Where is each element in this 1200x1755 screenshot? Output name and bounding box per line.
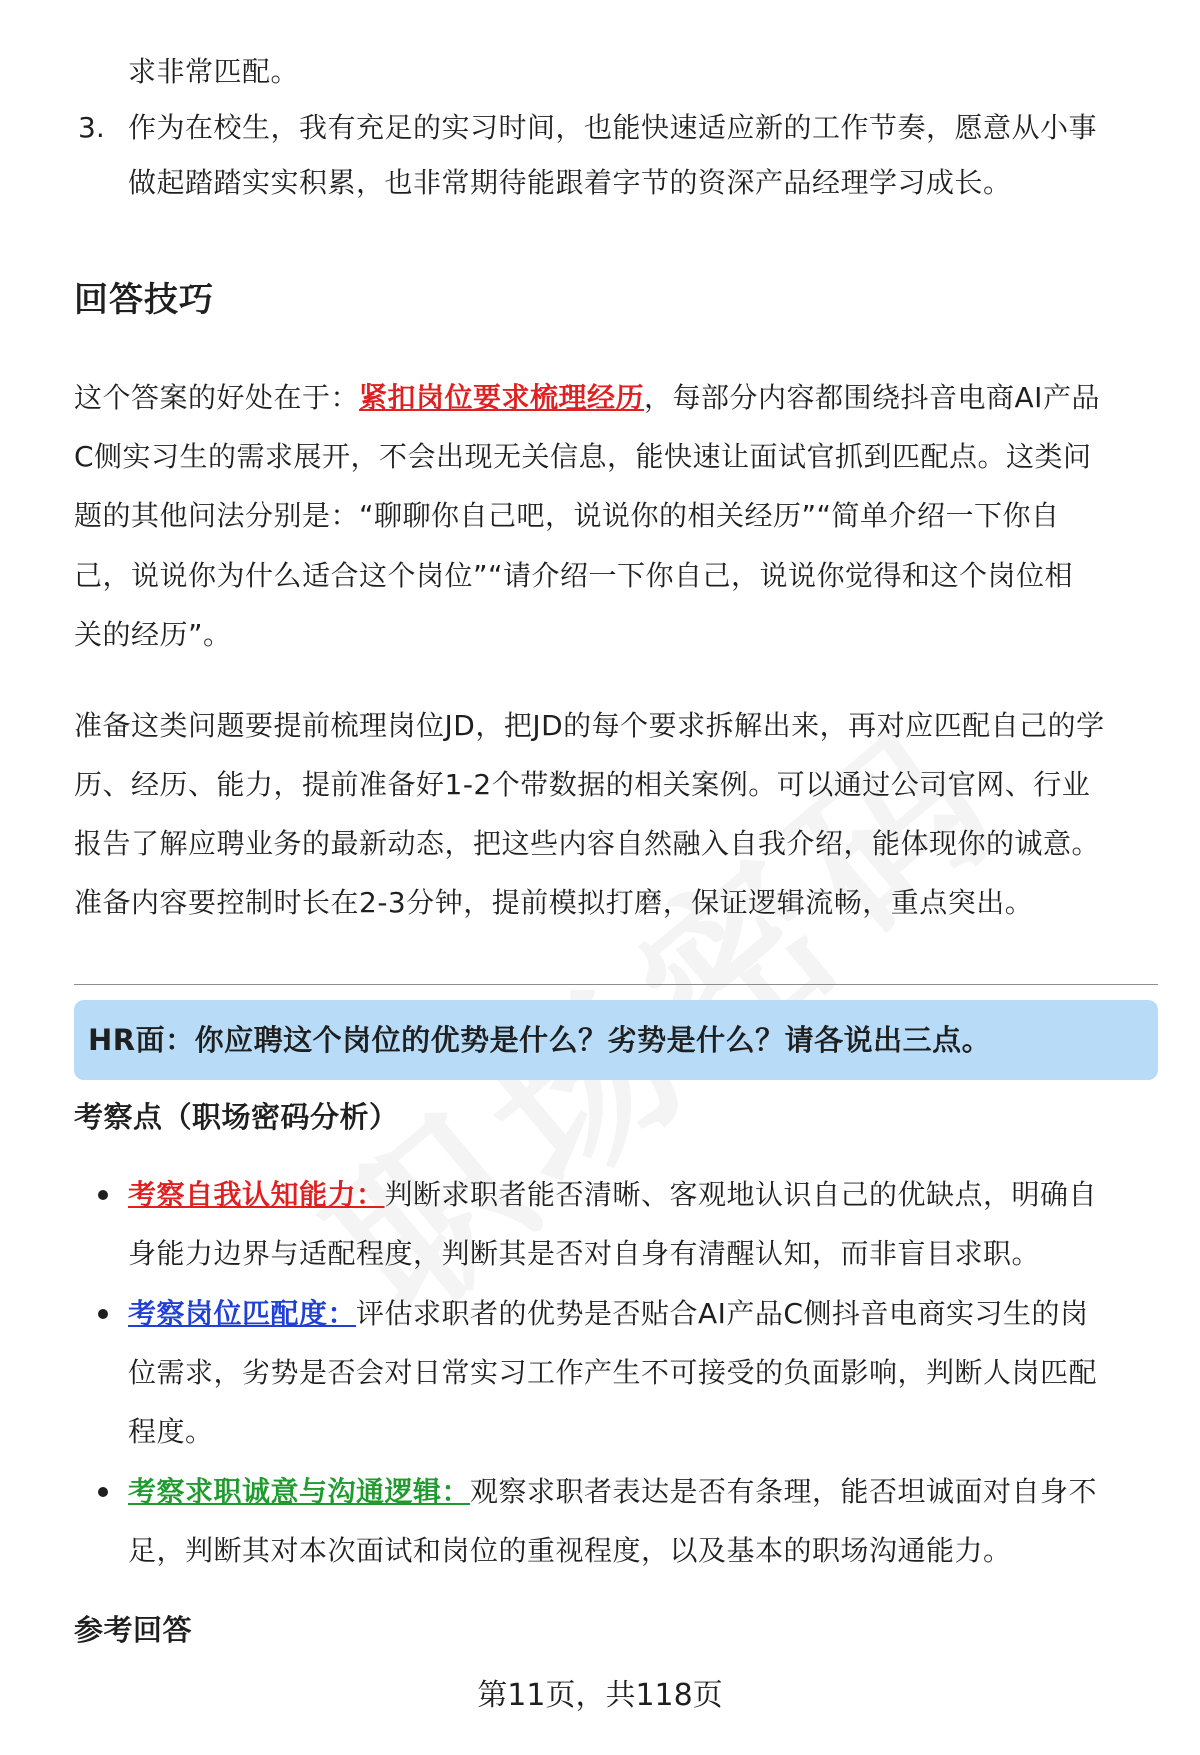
page-number: 第11页，共118页	[477, 1678, 723, 1713]
tips-paragraph-1-line-3: 题的其他问法分别是：“聊聊你自己吧，说说你的相关经历”“简单介绍一下你自	[74, 499, 1060, 532]
section-heading-tips: 回答技巧	[74, 280, 214, 320]
tips-paragraph-1-line-2: C侧实习生的需求展开，不会出现无关信息，能快速让面试官抓到匹配点。这类问	[74, 440, 1092, 473]
analysis-item-2-text: 评估求职者的优势是否贴合AI产品C侧抖音电商实习生的岗	[356, 1297, 1089, 1330]
analysis-item-2-line-1	[128, 1294, 1088, 1334]
analysis-item-2-line-3: 程度。	[128, 1415, 214, 1448]
tips-paragraph-2-line-1: 准备这类问题要提前梳理岗位JD，把JD的每个要求拆解出来，再对应匹配自己的学	[74, 709, 1105, 742]
analysis-item-3-label: 考察求职诚意与沟通逻辑：	[128, 1475, 471, 1508]
tips-prefix: 这个答案的好处在于：	[74, 381, 360, 414]
tips-suffix: ，每部分内容都围绕抖音电商AI产品	[644, 381, 1100, 414]
analysis-item-3-text: 观察求职者表达是否有条理，能否坦诚面对自身不	[470, 1475, 1098, 1508]
analysis-item-3-line-2: 足，判断其对本次面试和岗位的重视程度，以及基本的职场沟通能力。	[128, 1534, 1012, 1567]
tips-paragraph-1-line-1	[74, 378, 1100, 418]
section-divider	[74, 984, 1158, 985]
analysis-item-1-text: 判断求职者能否清晰、客观地认识自己的优缺点，明确自	[384, 1178, 1098, 1211]
bullet-dot	[98, 1487, 108, 1497]
question-title: HR面：你应聘这个岗位的优势是什么？劣势是什么？请各说出三点。	[88, 1023, 992, 1057]
tips-paragraph-2-line-2: 历、经历、能力，提前准备好1-2个带数据的相关案例。可以通过公司官网、行业	[74, 768, 1091, 801]
analysis-item-2-label: 考察岗位匹配度：	[128, 1297, 357, 1330]
tips-paragraph-1-line-5: 关的经历”。	[74, 618, 232, 651]
tips-paragraph-1-line-4: 己，说说你为什么适合这个岗位”“请介绍一下你自己，说说你觉得和这个岗位相	[74, 559, 1074, 592]
bullet-dot	[98, 1309, 108, 1319]
list-number: 3.	[78, 111, 105, 144]
analysis-item-2-line-2: 位需求，劣势是否会对日常实习工作产生不可接受的负面影响，判断人岗匹配	[128, 1356, 1098, 1389]
list-item-3-line-2: 做起踏踏实实积累，也非常期待能跟着字节的资深产品经理学习成长。	[128, 166, 1012, 199]
reference-heading: 参考回答	[74, 1613, 193, 1647]
analysis-item-3-line-1	[128, 1472, 1097, 1512]
list-continuation-line: 求非常匹配。	[128, 55, 300, 88]
list-item-3-line-1: 作为在校生，我有充足的实习时间，也能快速适应新的工作节奏，愿意从小事	[128, 111, 1098, 144]
bullet-dot	[98, 1190, 108, 1200]
tips-paragraph-2-line-3: 报告了解应聘业务的最新动态，把这些内容自然融入自我介绍，能体现你的诚意。	[74, 827, 1101, 860]
analysis-item-1-line-1	[128, 1175, 1097, 1215]
tips-paragraph-2-line-4: 准备内容要控制时长在2-3分钟，提前模拟打磨，保证逻辑流畅，重点突出。	[74, 886, 1034, 919]
analysis-heading: 考察点（职场密码分析）	[74, 1100, 399, 1134]
analysis-item-1-label: 考察自我认知能力：	[128, 1178, 385, 1211]
question-callout	[74, 1000, 1158, 1080]
analysis-item-1-line-2: 身能力边界与适配程度，判断其是否对自身有清醒认知，而非盲目求职。	[128, 1237, 1041, 1270]
highlight-text: 紧扣岗位要求梳理经历	[359, 381, 645, 414]
